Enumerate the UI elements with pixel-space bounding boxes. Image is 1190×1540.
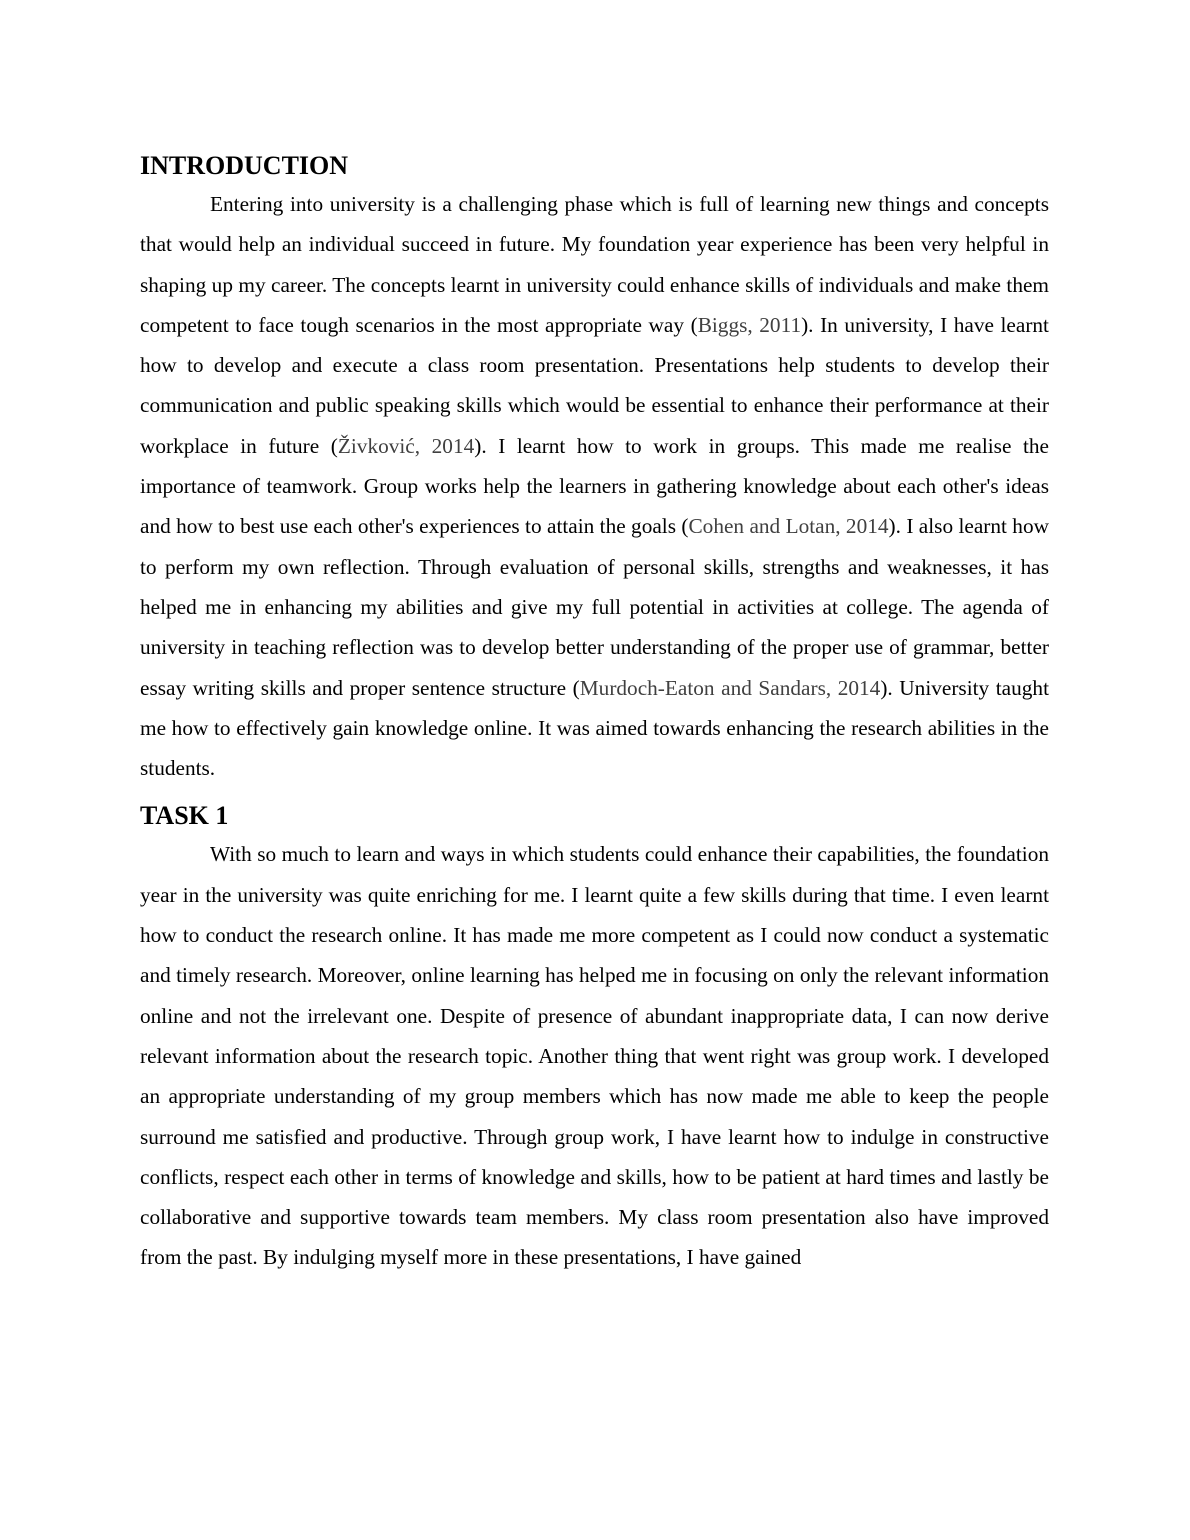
citation: Biggs, 2011 (697, 312, 802, 337)
citation: Murdoch-Eaton and Sandars, 2014 (579, 675, 881, 700)
introduction-paragraph (140, 184, 1049, 788)
paragraph-text: ). University taught me how to effectively gain knowledge online. It was aimed towards enhancing the research abilities in the students. (140, 675, 1049, 781)
introduction-heading: INTRODUCTION (140, 151, 349, 180)
citation: Živković, 2014 (337, 433, 475, 458)
task1-paragraph: With so much to learn and ways in which students could enhance their capabilities, the foundation year in the university was quite enriching for me. I learnt quite a few skills during that time. I even learnt how to conduct the research online. It has made me more competent as I could now conduct a systematic and timely research. Moreover, online learning has helped me in focusing on only the relevant information online and not the irrelevant one. Despite of presence of abundant inappropriate data, I can now derive relevant information about the research topic. Another thing that went right was group work. I developed an appropriate understanding of my group members which has now made me able to keep the people surround me satisfied and productive. Through group work, I have learnt how to indulge in constructive conflicts, respect each other in terms of knowledge and skills, how to be patient at hard times and lastly be collaborative and supportive towards team members. My class room presentation also have improved from the past. By indulging myself more in these presentations, I have gained (140, 842, 1049, 1270)
document-page (140, 150, 1049, 1278)
paragraph-text: ). I also learnt how to perform my own reflection. Through evaluation of personal skills, strengths and weaknesses, it has helped me in enhancing my abilities and give my full potential in activities at college. The agenda of university in teaching reflection was to develop better understanding of the proper use of grammar, better essay writing skills and proper sentence structure ( (140, 514, 1049, 700)
paragraph-text: ). In university, I have learnt how to develop and execute a class room presentation. Presentations help students to develop their communication and public speaking skills which would be essential to enhance their performance at their workplace in future ( (140, 312, 1049, 458)
citation: Cohen and Lotan, 2014 (688, 514, 889, 539)
paragraph-text: ). I learnt how to work in groups. This made me realise the importance of teamwork. Group works help the learners in gathering knowledge about each other's ideas and how to best use each other's experiences to attain the goals ( (140, 433, 1049, 539)
task1-heading: TASK 1 (140, 801, 229, 831)
paragraph-text: Entering into university is a challenging phase which is full of learning new things and concepts that would help an individual succeed in future. My foundation year experience has been very helpful in shaping up my career. The concepts learnt in university could enhance skills of individuals and make them competent to face tough scenarios in the most appropriate way ( (140, 192, 1049, 337)
